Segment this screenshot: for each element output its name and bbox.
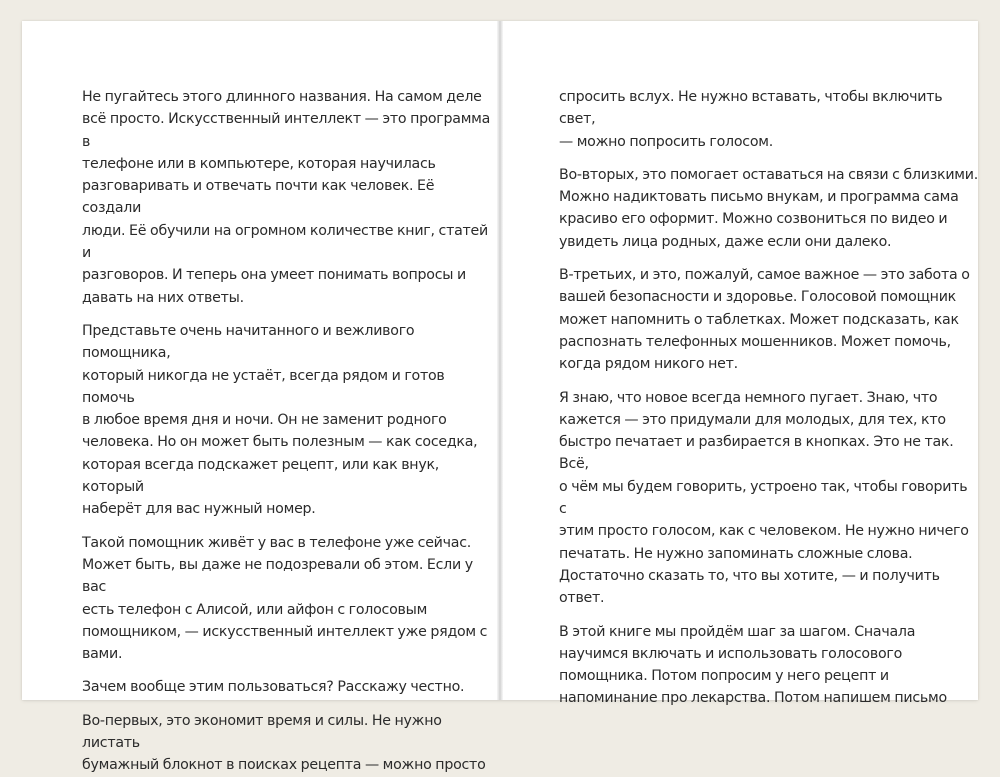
text-line: этим просто голосом, как с человеком. Не нужно ничего <box>559 523 969 540</box>
text-line: когда рядом никого нет. <box>559 356 738 373</box>
paragraph <box>559 387 978 610</box>
paragraph <box>559 164 978 253</box>
text-line: Не пугайтесь этого длинного названия. На самом деле <box>82 89 482 105</box>
text-line: В-третьих, и это, пожалуй, самое важное — это забота о <box>559 267 970 284</box>
text-line: Во-вторых, это помогает оставаться на связи с близкими. <box>559 166 978 183</box>
text-line: который никогда не устаёт, всегда рядом и готов помочь <box>82 367 445 406</box>
book-spread <box>22 21 978 774</box>
paragraph <box>82 710 497 777</box>
text-line: наберёт для вас нужный номер. <box>82 501 316 518</box>
text-line: кажется — это придумали для молодых, для тех, кто <box>559 411 946 428</box>
text-line: бумажный блокнот в поисках рецепта — можно просто <box>82 757 486 774</box>
text-line: быстро печатает и разбирается в кнопках. Это не так. Всё, <box>559 434 954 473</box>
text-line: красиво его оформит. Можно созвониться по видео и <box>559 211 948 228</box>
text-line: Такой помощник живёт у вас в телефоне уже сейчас. <box>82 534 472 551</box>
text-line: разговоров. И теперь она умеет понимать вопросы и <box>82 267 466 284</box>
text-line: Во-первых, это экономит время и силы. Не нужно листать <box>82 712 442 752</box>
paragraph <box>82 320 497 521</box>
right-page <box>503 21 978 707</box>
text-line: человека. Но он может быть полезным — как соседка, <box>82 434 478 451</box>
paragraph <box>559 86 978 153</box>
text-line: всё просто. Искусственный интеллект — это программа в <box>82 111 491 150</box>
text-line: вашей безопасности и здоровье. Голосовой помощник <box>559 289 956 306</box>
paragraph <box>82 532 497 666</box>
text-line: помощником, — искусственный интеллект уже рядом с <box>82 623 488 640</box>
text-line: есть телефон с Алисой, или айфон с голосовым <box>82 601 428 618</box>
text-line: Представьте очень начитанного и вежливого помощника, <box>82 322 415 362</box>
text-line: распознать телефонных мошенников. Может помочь, <box>559 333 951 350</box>
text-line: разговаривать и отвечать почти как человек. Её создали <box>82 178 435 217</box>
text-line: телефоне или в компьютере, которая научилась <box>82 155 436 172</box>
text-line: Может быть, вы даже не подозревали об этом. Если у вас <box>82 556 473 596</box>
left-page <box>22 21 497 774</box>
text-line: печатать. Не нужно запоминать сложные слова. <box>559 545 913 562</box>
text-line: спросить вслух. Не нужно вставать, чтобы включить свет, <box>559 89 943 128</box>
text-line: помощника. Потом попросим у него рецепт и <box>559 668 889 685</box>
paragraph <box>559 621 978 710</box>
text-line: Я знаю, что новое всегда немного пугает. Знаю, что <box>559 389 938 406</box>
text-line: в любое время дня и ночи. Он не заменит родного <box>82 412 447 429</box>
text-line: Достаточно сказать то, что вы хотите, — и получить ответ. <box>559 567 940 607</box>
text-line: давать на них ответы. <box>82 289 244 306</box>
text-line: которая всегда подскажет рецепт, или как внук, который <box>82 456 440 496</box>
text-line: люди. Её обучили на огромном количестве книг, статей и <box>82 222 488 262</box>
paragraph <box>82 86 497 309</box>
text-line: напоминание про лекарства. Потом напишем письмо <box>559 690 947 707</box>
text-line: — можно попросить голосом. <box>559 133 773 150</box>
text-line: увидеть лица родных, даже если они далеко. <box>559 233 892 250</box>
text-line: вами. <box>82 646 123 663</box>
text-line: Можно надиктовать письмо внукам, и программа сама <box>559 189 959 206</box>
text-line: Зачем вообще этим пользоваться? Расскажу честно. <box>82 679 465 696</box>
text-line: В этой книге мы пройдём шаг за шагом. Сначала <box>559 623 916 640</box>
text-line: может напомнить о таблетках. Может подсказать, как <box>559 311 959 328</box>
paragraph <box>559 264 978 375</box>
text-line: о чём мы будем говорить, устроено так, чтобы говорить с <box>559 478 968 518</box>
paragraph <box>82 676 497 698</box>
text-line: научимся включать и использовать голосового <box>559 645 903 662</box>
